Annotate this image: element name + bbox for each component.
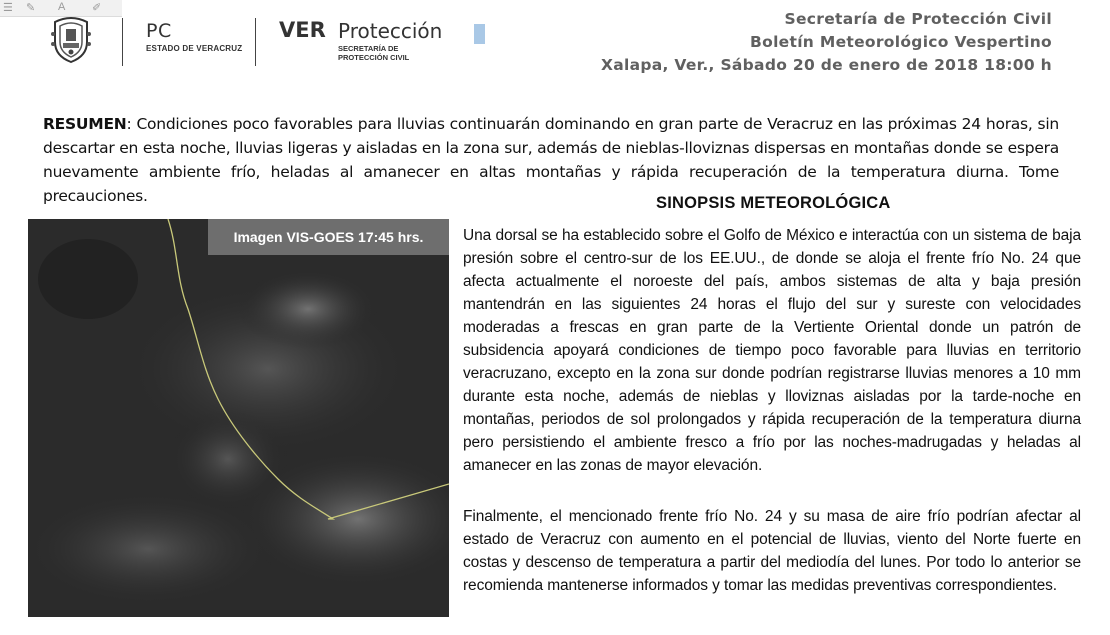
menu-icon[interactable]: ☰ [3,2,13,14]
ver-logo-word: VER [279,18,326,42]
header-date: Xalapa, Ver., Sábado 20 de enero de 2018 18:00 h [600,56,1052,74]
sinopsis-title: SINOPSIS METEOROLÓGICA [656,194,891,212]
pc-logo-title: PC [146,20,172,42]
satellite-label: Imagen VIS-GOES 17:45 hrs. [208,219,449,255]
sinopsis-paragraph-1: Una dorsal se ha establecido sobre el Golfo de México e interactúa con un sistema de baja presión sobre el centro-sur de los EE.UU., de donde se aloja el frente frío No. 24 que afecta actualmente el noroeste del país, ambos sistemas de alta y baja presión mantendrán en las siguientes 24 horas el flujo del sur y sureste con velocidades moderadas a frescas en gran parte de la Vertiente Oriental donde un patrón de subsidencia apoyará condiciones de tiempo poco favorable para lluvias en territorio veracruzano, excepto en la zona sur donde podrían registrarse lluvias menores a 10 mm durante esta noche, además de nieblas y lloviznas aisladas por la tarde-noche en montañas, periodos de sol prolongados y rápida recuperación de la temperatura diurna pero persistiendo el ambiente fresco a frío por las noches-madrugadas y heladas al amanecer en las zonas de mayor elevación. [463,227,1081,474]
proteccion-logo-word: Protección [338,19,443,43]
resumen-label: RESUMEN [43,115,127,133]
secretaria-line: SECRETARÍA DE [338,44,399,53]
accent-marker [474,24,485,44]
header-bulletin-type: Boletín Meteorológico Vespertino [750,33,1052,51]
resumen-text: : Condiciones poco favorables para lluvias continuarán dominando en gran parte de Veracruz en las próximas 24 horas, sin descartar en esta noche, lluvias ligeras y aisladas en la zona sur, además de nieblas-lloviznas dispersas en montañas donde se espera nuevamente ambiente frío, heladas al amanecer en altas montañas y rápida recuperación de la temperatura diurna. Tome precauciones. [43,115,1059,205]
text-icon[interactable]: A [58,1,66,13]
secretaria-line: PROTECCIÓN CIVIL [338,53,410,62]
pc-logo-subtitle: ESTADO DE VERACRUZ [146,44,243,53]
state-seal-icon [49,14,93,64]
satellite-image [28,219,449,617]
brush-icon[interactable]: ✎ [26,2,36,14]
bulletin-header [601,8,1052,77]
sinopsis-paragraph-2: Finalmente, el mencionado frente frío No. 24 y su masa de aire frío podrían afectar al estado de Veracruz con aumento en el potencial de lluvias, viento del Norte fuerte en costas y descenso de temperatura a partir del mediodía del lunes. Por todo lo anterior se recomienda mantenerse informados y tomar las medidas preventivas correspondientes. [463,508,1081,594]
secretaria-logo-text [338,44,428,62]
header-agency: Secretaría de Protección Civil [784,10,1052,28]
logo-divider [255,18,256,66]
logo-divider [122,18,123,66]
resumen-paragraph [43,112,1059,208]
pen-icon[interactable]: ✐ [92,2,102,14]
